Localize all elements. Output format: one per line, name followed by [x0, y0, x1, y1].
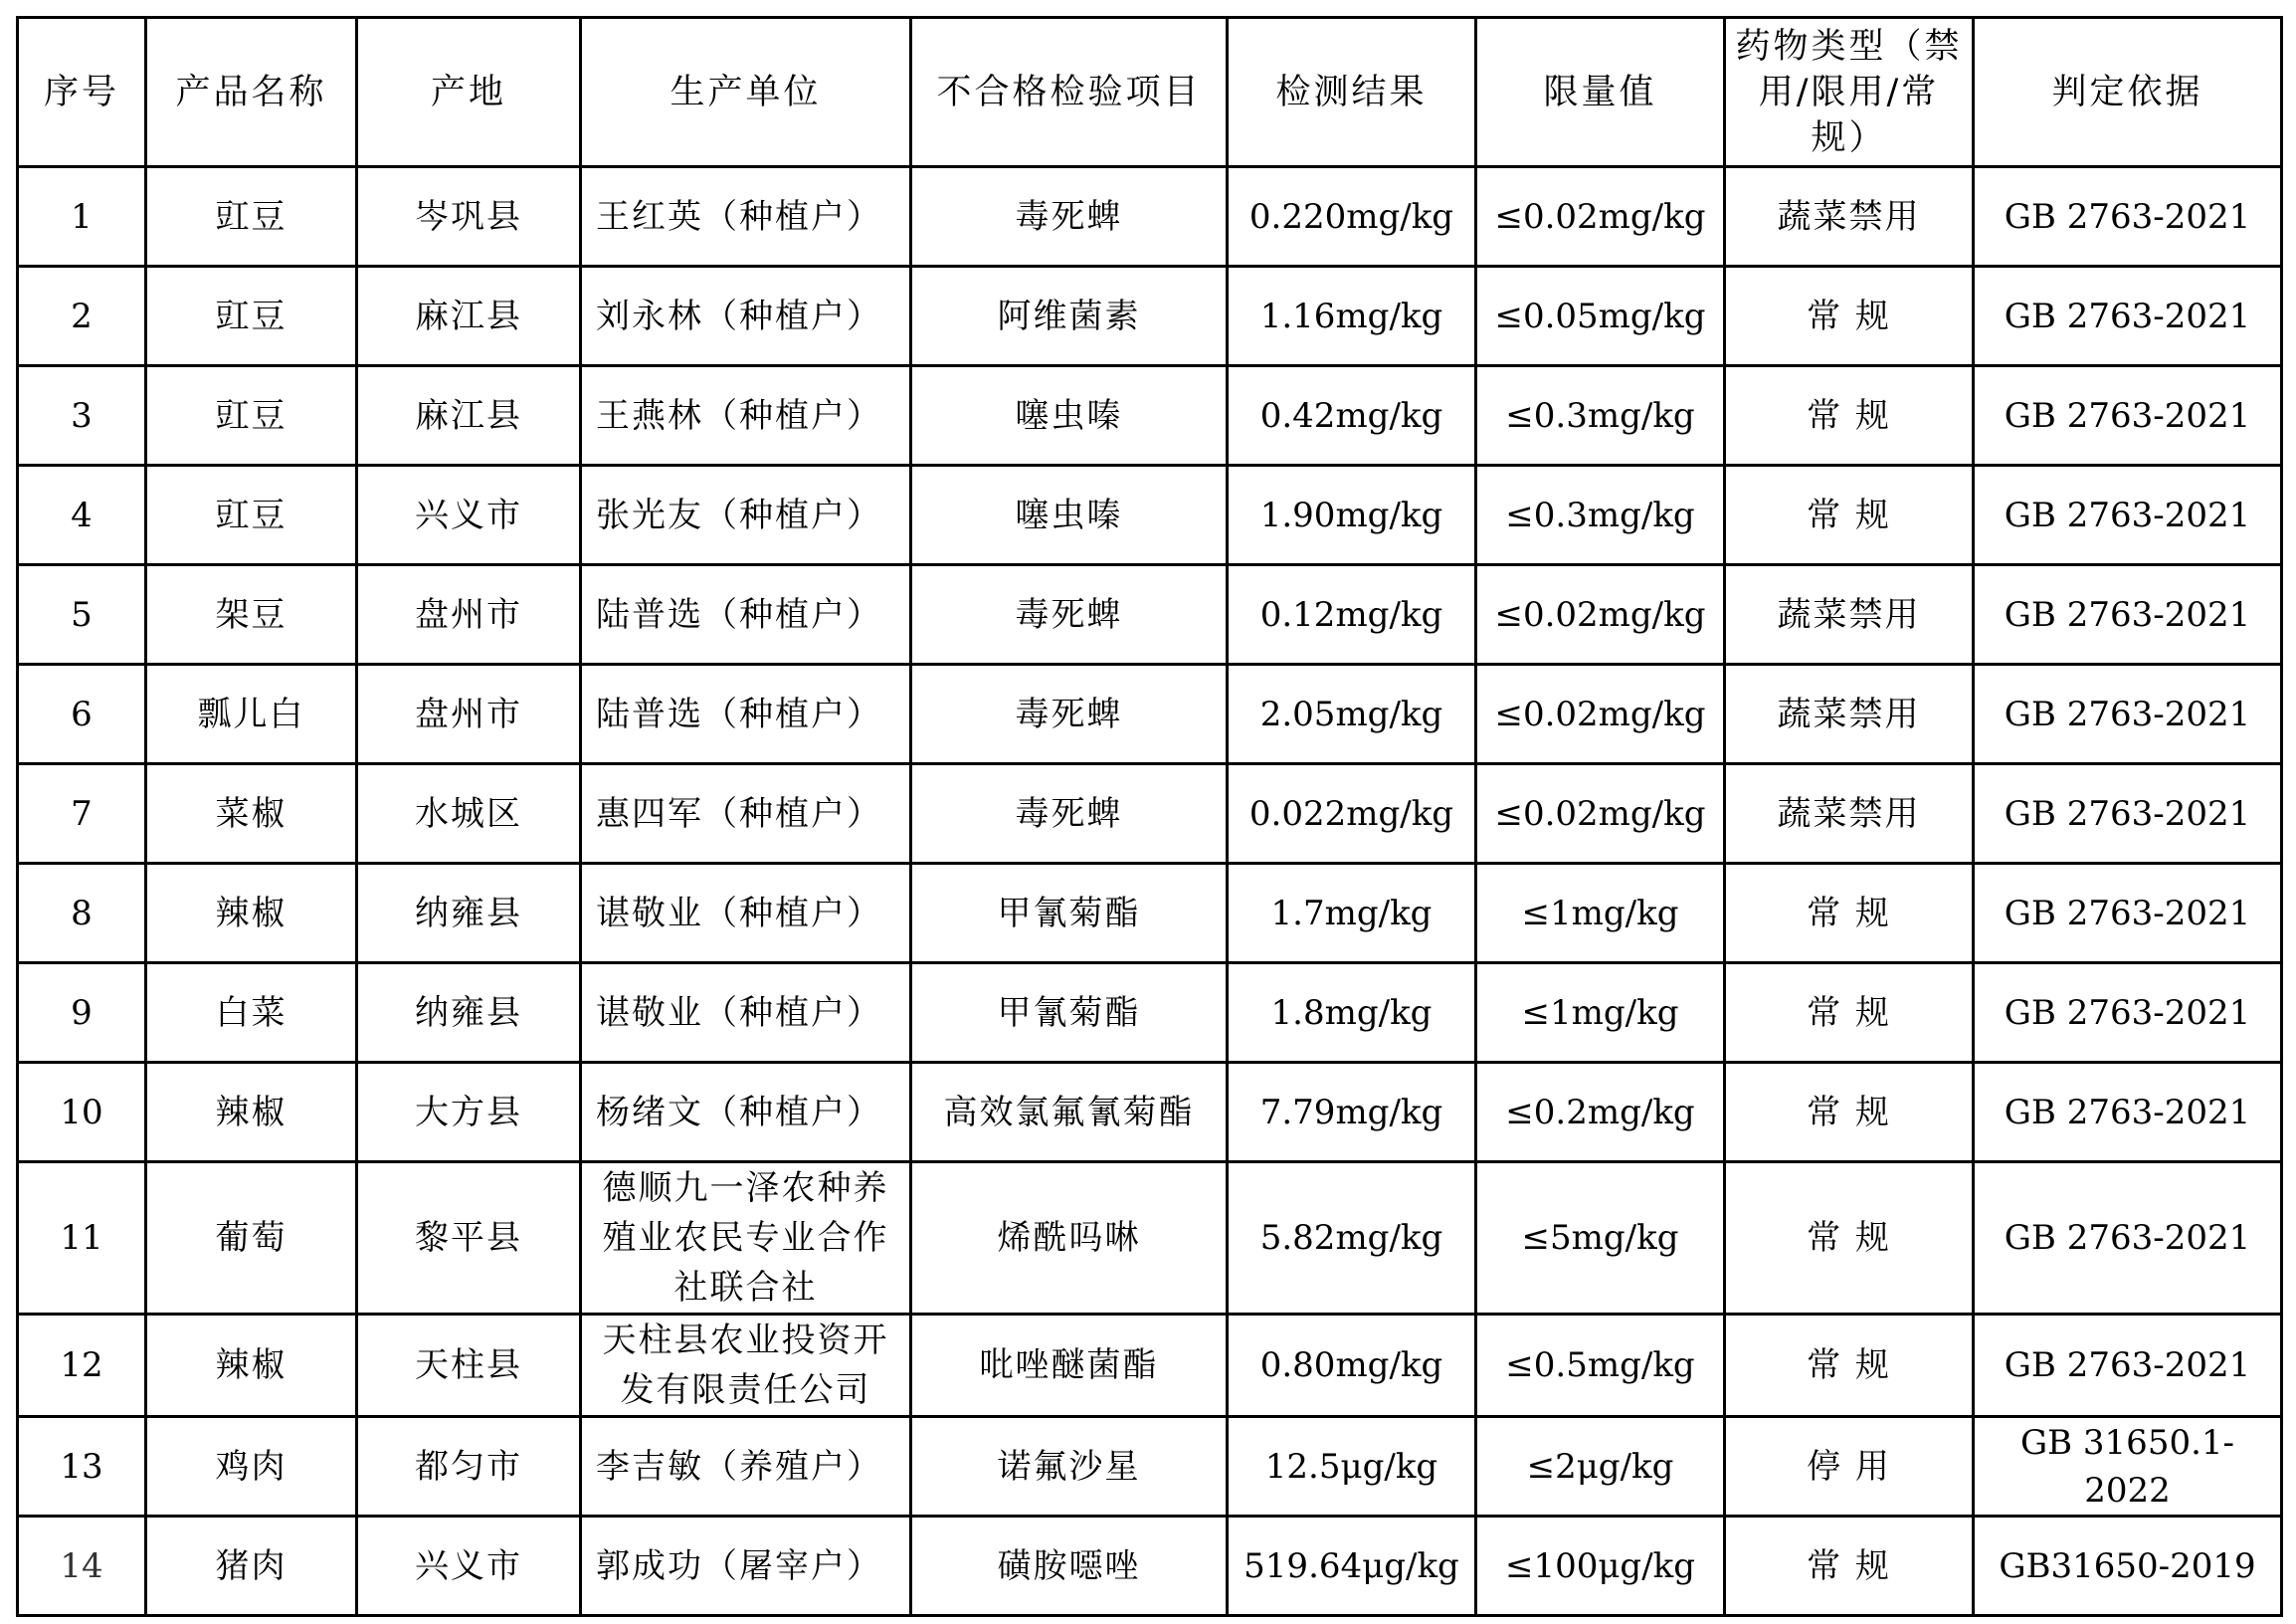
table-row: [18, 665, 2282, 764]
cell-item: 烯酰吗啉: [911, 1162, 1228, 1315]
cell-basis: GB 2763-2021: [1974, 466, 2282, 565]
cell-product: 辣椒: [146, 1063, 357, 1162]
cell-origin: 黎平县: [357, 1162, 581, 1315]
cell-basis: GB 2763-2021: [1974, 963, 2282, 1063]
cell-item: 高效氯氟氰菊酯: [911, 1063, 1228, 1162]
cell-result: 2.05mg/kg: [1228, 665, 1476, 764]
cell-origin: 岑巩县: [357, 167, 581, 267]
cell-product: 架豆: [146, 565, 357, 665]
cell-item: 毒死蜱: [911, 764, 1228, 864]
header-cell-origin: 产地: [357, 18, 581, 167]
table-row: [18, 1162, 2282, 1315]
cell-item: 噻虫嗪: [911, 366, 1228, 466]
cell-origin: 兴义市: [357, 1517, 581, 1616]
cell-origin: 盘州市: [357, 665, 581, 764]
cell-drug-type: 常 规: [1725, 267, 1974, 366]
cell-limit: ≤0.3mg/kg: [1476, 366, 1725, 466]
cell-basis: GB 2763-2021: [1974, 565, 2282, 665]
cell-no: 5: [18, 565, 146, 665]
cell-limit: ≤0.05mg/kg: [1476, 267, 1725, 366]
cell-limit: ≤0.5mg/kg: [1476, 1315, 1725, 1417]
cell-drug-type: 常 规: [1725, 1315, 1974, 1417]
header-cell-no: 序号: [18, 18, 146, 167]
cell-product: 白菜: [146, 963, 357, 1063]
table-row: [18, 864, 2282, 963]
cell-drug-type: 常 规: [1725, 963, 1974, 1063]
cell-basis: GB 2763-2021: [1974, 1063, 2282, 1162]
cell-basis: GB31650-2019: [1974, 1517, 2282, 1616]
cell-producer: 谌敬业（种植户）: [581, 963, 911, 1063]
cell-product: 豇豆: [146, 466, 357, 565]
cell-item: 磺胺噁唑: [911, 1517, 1228, 1616]
table-row: [18, 1315, 2282, 1417]
cell-producer: 张光友（种植户）: [581, 466, 911, 565]
cell-drug-type: 常 规: [1725, 366, 1974, 466]
table-row: [18, 565, 2282, 665]
header-cell-basis: 判定依据: [1974, 18, 2282, 167]
cell-producer: 德顺九一泽农种养殖业农民专业合作社联合社: [581, 1162, 911, 1315]
cell-result: 5.82mg/kg: [1228, 1162, 1476, 1315]
cell-drug-type: 蔬菜禁用: [1725, 565, 1974, 665]
cell-item: 毒死蜱: [911, 565, 1228, 665]
cell-basis: GB 31650.1-2022: [1974, 1417, 2282, 1517]
cell-no: 13: [18, 1417, 146, 1517]
cell-limit: ≤0.3mg/kg: [1476, 466, 1725, 565]
cell-no: 9: [18, 963, 146, 1063]
cell-basis: GB 2763-2021: [1974, 864, 2282, 963]
cell-no: 2: [18, 267, 146, 366]
cell-producer: 王燕林（种植户）: [581, 366, 911, 466]
cell-origin: 大方县: [357, 1063, 581, 1162]
cell-no: 3: [18, 366, 146, 466]
cell-limit: ≤5mg/kg: [1476, 1162, 1725, 1315]
table-row: [18, 1517, 2282, 1616]
cell-product: 葡萄: [146, 1162, 357, 1315]
cell-product: 瓢儿白: [146, 665, 357, 764]
cell-item: 甲氰菊酯: [911, 864, 1228, 963]
cell-drug-type: 常 规: [1725, 1063, 1974, 1162]
header-cell-producer: 生产单位: [581, 18, 911, 167]
cell-basis: GB 2763-2021: [1974, 366, 2282, 466]
cell-basis: GB 2763-2021: [1974, 267, 2282, 366]
cell-drug-type: 停 用: [1725, 1417, 1974, 1517]
table-row: [18, 963, 2282, 1063]
table-row: [18, 267, 2282, 366]
cell-no: 12: [18, 1315, 146, 1417]
header-cell-result: 检测结果: [1228, 18, 1476, 167]
cell-limit: ≤0.02mg/kg: [1476, 665, 1725, 764]
header-cell-limit: 限量值: [1476, 18, 1725, 167]
cell-basis: GB 2763-2021: [1974, 1162, 2282, 1315]
cell-basis: GB 2763-2021: [1974, 764, 2282, 864]
cell-limit: ≤100μg/kg: [1476, 1517, 1725, 1616]
cell-product: 豇豆: [146, 366, 357, 466]
cell-no: 14: [18, 1517, 146, 1616]
cell-producer: 刘永林（种植户）: [581, 267, 911, 366]
cell-producer: 陆普选（种植户）: [581, 565, 911, 665]
cell-origin: 盘州市: [357, 565, 581, 665]
cell-producer: 李吉敏（养殖户）: [581, 1417, 911, 1517]
cell-product: 豇豆: [146, 167, 357, 267]
cell-no: 8: [18, 864, 146, 963]
cell-producer: 惠四军（种植户）: [581, 764, 911, 864]
cell-product: 猪肉: [146, 1517, 357, 1616]
cell-limit: ≤1mg/kg: [1476, 864, 1725, 963]
cell-drug-type: 常 规: [1725, 1162, 1974, 1315]
header-cell-item: 不合格检验项目: [911, 18, 1228, 167]
table-row: [18, 1417, 2282, 1517]
cell-producer: 谌敬业（种植户）: [581, 864, 911, 963]
table-row: [18, 366, 2282, 466]
header-row: [18, 18, 2282, 167]
cell-origin: 纳雍县: [357, 963, 581, 1063]
cell-item: 噻虫嗪: [911, 466, 1228, 565]
cell-producer: 陆普选（种植户）: [581, 665, 911, 764]
cell-no: 10: [18, 1063, 146, 1162]
cell-product: 豇豆: [146, 267, 357, 366]
cell-item: 阿维菌素: [911, 267, 1228, 366]
cell-limit: ≤1mg/kg: [1476, 963, 1725, 1063]
cell-origin: 水城区: [357, 764, 581, 864]
cell-origin: 麻江县: [357, 366, 581, 466]
cell-item: 甲氰菊酯: [911, 963, 1228, 1063]
cell-result: 0.12mg/kg: [1228, 565, 1476, 665]
table-row: [18, 1063, 2282, 1162]
table-row: [18, 466, 2282, 565]
header-cell-drug-type: 药物类型（禁用/限用/常规）: [1725, 18, 1974, 167]
cell-origin: 兴义市: [357, 466, 581, 565]
table-row: [18, 764, 2282, 864]
cell-producer: 杨绪文（种植户）: [581, 1063, 911, 1162]
cell-basis: GB 2763-2021: [1974, 1315, 2282, 1417]
cell-result: 0.42mg/kg: [1228, 366, 1476, 466]
cell-drug-type: 常 规: [1725, 864, 1974, 963]
cell-result: 1.16mg/kg: [1228, 267, 1476, 366]
cell-limit: ≤0.2mg/kg: [1476, 1063, 1725, 1162]
cell-product: 鸡肉: [146, 1417, 357, 1517]
cell-limit: ≤0.02mg/kg: [1476, 764, 1725, 864]
cell-result: 519.64μg/kg: [1228, 1517, 1476, 1616]
cell-no: 11: [18, 1162, 146, 1315]
cell-result: 1.8mg/kg: [1228, 963, 1476, 1063]
cell-result: 7.79mg/kg: [1228, 1063, 1476, 1162]
cell-product: 菜椒: [146, 764, 357, 864]
cell-item: 毒死蜱: [911, 167, 1228, 267]
inspection-results-table: [16, 16, 2283, 1617]
cell-origin: 麻江县: [357, 267, 581, 366]
cell-drug-type: 常 规: [1725, 466, 1974, 565]
cell-origin: 都匀市: [357, 1417, 581, 1517]
cell-drug-type: 蔬菜禁用: [1725, 665, 1974, 764]
header-cell-product: 产品名称: [146, 18, 357, 167]
cell-product: 辣椒: [146, 864, 357, 963]
cell-product: 辣椒: [146, 1315, 357, 1417]
cell-no: 1: [18, 167, 146, 267]
cell-result: 0.220mg/kg: [1228, 167, 1476, 267]
cell-no: 6: [18, 665, 146, 764]
cell-basis: GB 2763-2021: [1974, 665, 2282, 764]
cell-result: 1.7mg/kg: [1228, 864, 1476, 963]
cell-item: 毒死蜱: [911, 665, 1228, 764]
cell-result: 0.022mg/kg: [1228, 764, 1476, 864]
table-row: [18, 167, 2282, 267]
cell-drug-type: 蔬菜禁用: [1725, 764, 1974, 864]
cell-producer: 郭成功（屠宰户）: [581, 1517, 911, 1616]
cell-origin: 天柱县: [357, 1315, 581, 1417]
cell-drug-type: 常 规: [1725, 1517, 1974, 1616]
cell-limit: ≤0.02mg/kg: [1476, 167, 1725, 267]
cell-limit: ≤2μg/kg: [1476, 1417, 1725, 1517]
cell-basis: GB 2763-2021: [1974, 167, 2282, 267]
cell-result: 1.90mg/kg: [1228, 466, 1476, 565]
cell-item: 诺氟沙星: [911, 1417, 1228, 1517]
cell-no: 4: [18, 466, 146, 565]
cell-producer: 天柱县农业投资开发有限责任公司: [581, 1315, 911, 1417]
cell-result: 12.5μg/kg: [1228, 1417, 1476, 1517]
cell-limit: ≤0.02mg/kg: [1476, 565, 1725, 665]
cell-no: 7: [18, 764, 146, 864]
cell-drug-type: 蔬菜禁用: [1725, 167, 1974, 267]
cell-producer: 王红英（种植户）: [581, 167, 911, 267]
cell-item: 吡唑醚菌酯: [911, 1315, 1228, 1417]
cell-result: 0.80mg/kg: [1228, 1315, 1476, 1417]
cell-origin: 纳雍县: [357, 864, 581, 963]
